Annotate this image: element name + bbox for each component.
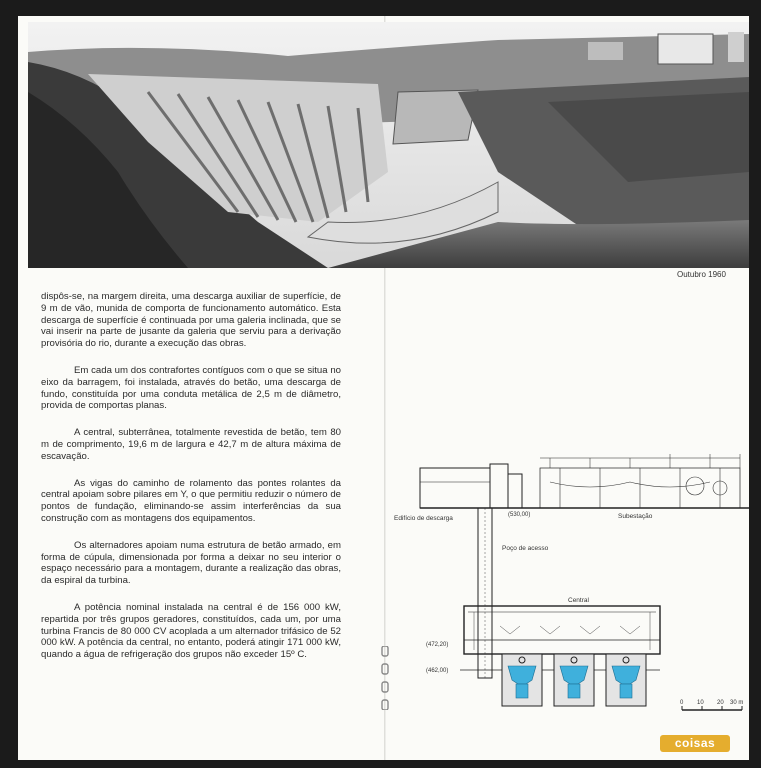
scale-label-0: 0	[680, 700, 684, 706]
paragraph-5: Os alternadores apoiam numa estrutura de betão armado, em forma de cúpula, dimensionada por forma a deixar no seu interior o espaço necessário para a montagem, durante a realização das obras, da espiral da turbina.	[41, 539, 341, 587]
label-edificio: Edifício de descarga	[394, 515, 453, 522]
elevation-mid: (472,20)	[426, 642, 449, 648]
watermark-badge: coisas	[660, 735, 730, 752]
paragraph-1: dispôs-se, na margem direita, uma descarga auxiliar de superfície, de 9 m de vão, munida de comporta de funcionamento automático. Esta descarga de superfície é continuada por uma galeria inclinada, que se vai inserir na parte de jusante da galeria que serviu para a derivação provisória do rio, durante a execução das obras.	[41, 291, 341, 350]
elevation-top: (530,00)	[508, 512, 531, 518]
body-text-column	[41, 291, 341, 676]
scale-bar	[680, 700, 743, 710]
generator-units	[502, 654, 646, 706]
label-poco: Poço de acesso	[502, 545, 549, 552]
binding-rings	[381, 646, 389, 710]
paragraph-4: As vigas do caminho de rolamento das pontes rolantes da central apoiam sobre pilares em Y, o que permitiu reduzir o número de pontos de fundação, eliminando-se assim interferências da sua construção com as montagens dos equipamentos.	[41, 477, 341, 524]
scale-label-20: 20	[717, 700, 724, 706]
paragraph-3: A central, subterrânea, totalmente revestida de betão, tem 80 m de comprimento, 19,6 m de largura e 42,7 m de altura máxima de escavação.	[41, 427, 341, 462]
label-central: Central	[568, 597, 589, 604]
photo-caption: Outubro 1960	[677, 270, 726, 279]
brochure-spread	[18, 16, 749, 760]
elevation-low: (462,00)	[426, 668, 449, 674]
paragraph-2: Em cada um dos contrafortes contíguos com o que se situa no eixo da barragem, foi instalada, através do betão, uma descarga de fundo, constituída por uma conduta metálica de 2,5 m de diâmetro, provida de comportas planas.	[41, 364, 341, 412]
label-subestacao: Subestação	[618, 513, 653, 520]
scale-label-10: 10	[697, 700, 704, 706]
paragraph-6: A potência nominal instalada na central é de 156 000 kW, repartida por três grupos geradores, constituídos, cada um, por uma turbina Francis de 80 000 CV acoplada a um alternador trifásico de 52 000 kW. A potência da central, no entanto, poderá atingir 171 000 kW, quando a água de refrigeração dos grupos não exceder 15º C.	[41, 601, 341, 661]
dam-photo-image	[28, 22, 749, 268]
scale-label-30: 30 m	[730, 700, 744, 706]
dam-photograph	[28, 22, 749, 268]
powerhouse-section-diagram	[390, 434, 749, 716]
